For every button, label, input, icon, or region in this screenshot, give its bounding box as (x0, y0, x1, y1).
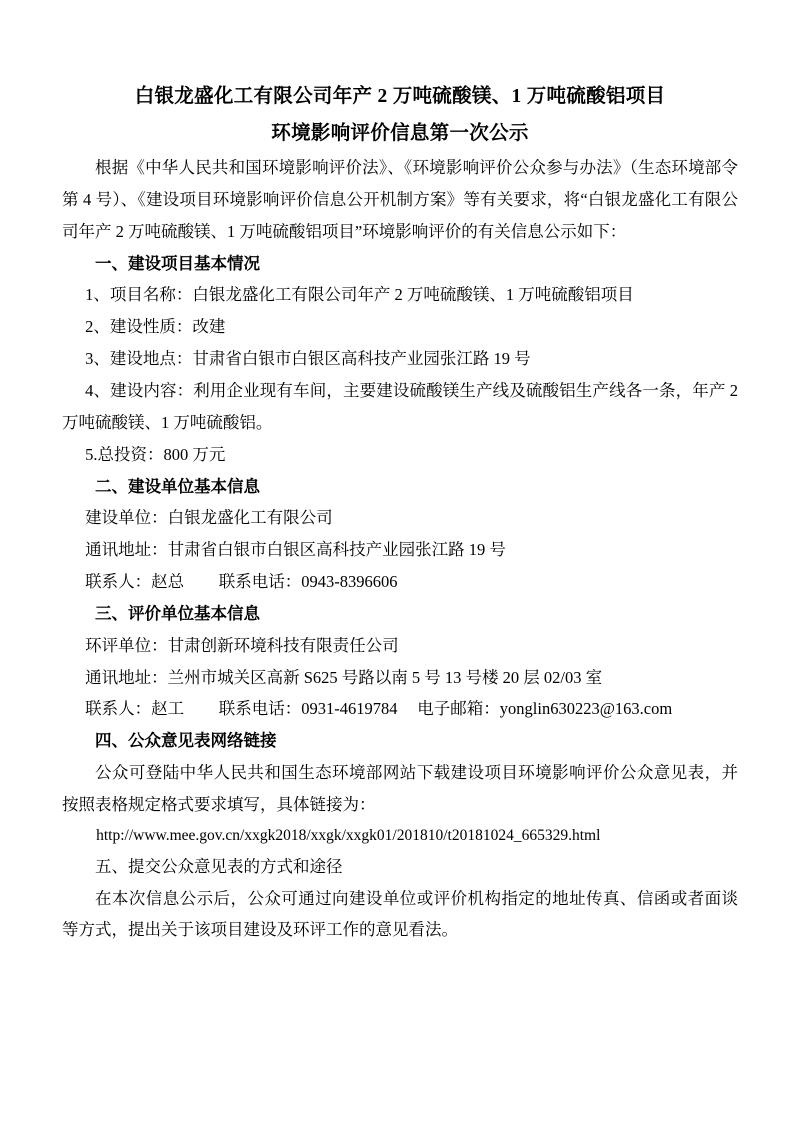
section-2-contact-person: 联系人：赵总 (85, 572, 185, 592)
section-2-contact (62, 566, 738, 598)
section-heading-3: 三、评价单位基本信息 (95, 603, 260, 623)
section-3-contact-phone: 联系电话：0931-4619784 (218, 699, 398, 719)
section-2-item-2: 通讯地址：甘肃省白银市白银区高科技产业园张江路 19 号 (85, 540, 506, 560)
section-1-item-2: 2、建设性质：改建 (85, 317, 226, 337)
section-3-item-2: 通讯地址：兰州市城关区高新 S625 号路以南 5 号 13 号楼 20 层 02/03 室 (85, 667, 603, 687)
section-3-contact-email: 电子邮箱：yonglin630223@163.com (417, 699, 673, 719)
intro-paragraph: 根据《中华人民共和国环境影响评价法》、《环境影响评价公众参与办法》（生态环境部令第 4 号）、《建设项目环境影响评价信息公开机制方案》等有关要求，将“白银龙盛化工有限公司年产 2 万吨硫酸镁、1 万吨硫酸铝项目”环境影响评价的有关信息公示如下： (62, 158, 738, 241)
section-1-item-5: 5.总投资：800 万元 (85, 444, 226, 464)
title-line-2: 环境影响评价信息第一次公示 (271, 123, 529, 145)
section-2-contact-phone: 联系电话：0943-8396606 (218, 572, 398, 592)
section-heading-4: 四、公众意见表网络链接 (95, 731, 277, 751)
section-heading-1: 一、建设项目基本情况 (95, 253, 260, 273)
section-1-item-1: 1、项目名称：白银龙盛化工有限公司年产 2 万吨硫酸镁、1 万吨硫酸铝项目 (85, 285, 634, 305)
public-opinion-form-link[interactable]: http://www.mee.gov.cn/xxgk2018/xxgk/xxgk01/201810/t20181024_665329.html (96, 826, 601, 844)
section-2-item-1: 建设单位：白银龙盛化工有限公司 (85, 508, 333, 528)
title-line-1: 白银龙盛化工有限公司年产 2 万吨硫酸镁、1 万吨硫酸铝项目 (134, 86, 666, 107)
section-5-item-1: 在本次信息公示后，公众可通过向建设单位或评价机构指定的地址传真、信函或者面谈等方式，提出关于该项目建设及环评工作的意见看法。 (62, 888, 738, 940)
section-3-contact (62, 693, 738, 725)
section-heading-2: 二、建设单位基本信息 (95, 476, 260, 496)
section-heading-5: 五、提交公众意见表的方式和途径 (95, 856, 343, 876)
section-4-item-1: 公众可登陆中华人民共和国生态环境部网站下载建设项目环境影响评价公众意见表，并按照表格规定格式要求填写，具体链接为： (62, 763, 738, 814)
section-1-item-4: 4、建设内容：利用企业现有车间，主要建设硫酸镁生产线及硫酸铝生产线各一条，年产 2 万吨硫酸镁、1 万吨硫酸铝。 (62, 381, 738, 432)
section-3-item-1: 环评单位：甘肃创新环境科技有限责任公司 (85, 635, 399, 655)
section-3-contact-person: 联系人：赵工 (85, 699, 185, 719)
section-1-item-3: 3、建设地点：甘肃省白银市白银区高科技产业园张江路 19 号 (85, 349, 531, 369)
document-body (62, 152, 738, 946)
page-title (62, 78, 738, 152)
